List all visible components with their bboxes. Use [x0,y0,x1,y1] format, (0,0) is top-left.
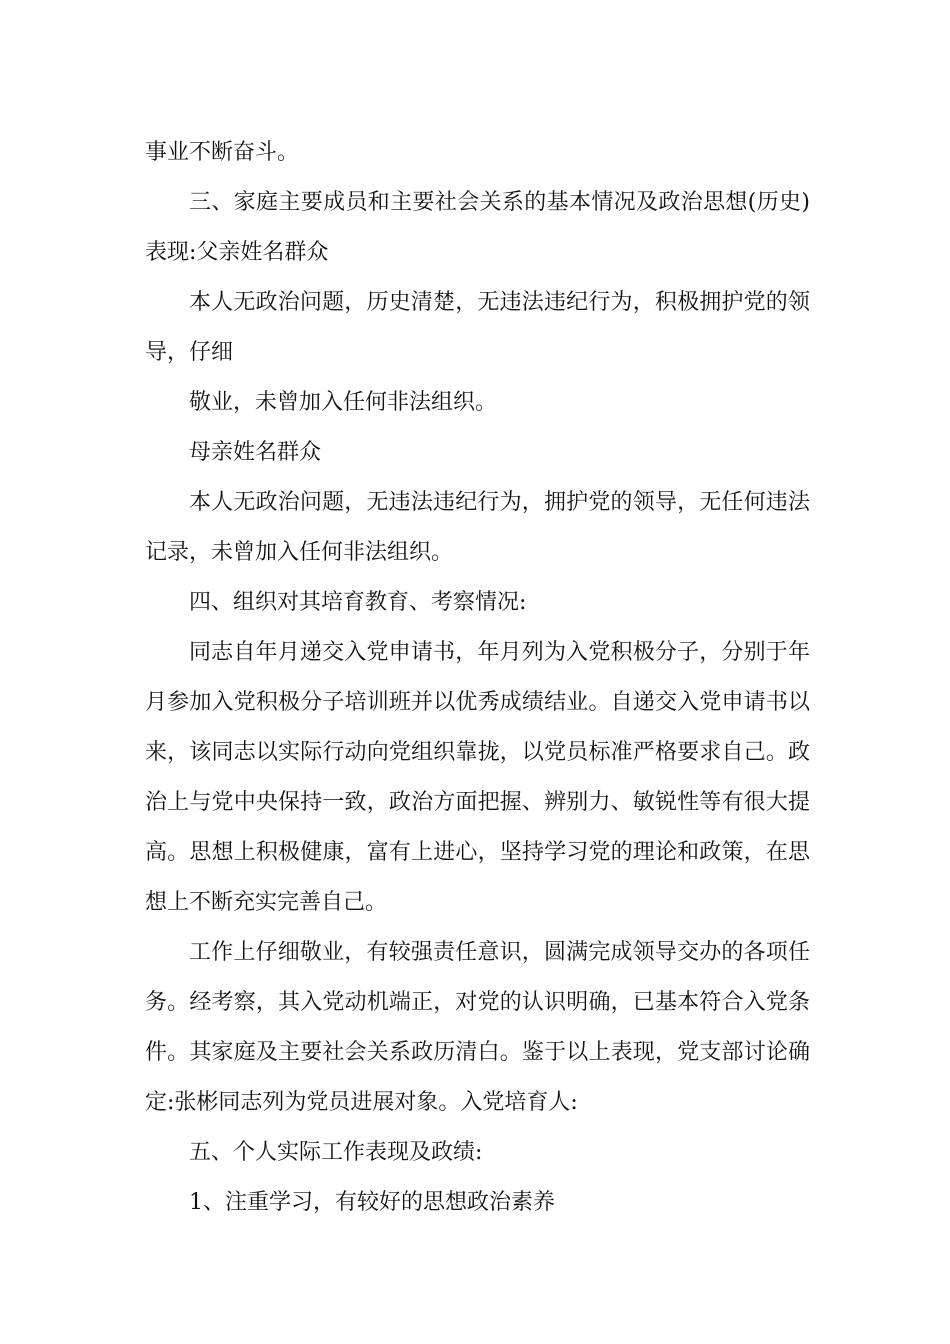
list-item-one: 1、注重学习，有较好的思想政治素养 [189,1190,555,1215]
mother-name-line: 母亲姓名群众 [189,440,322,465]
section-four-heading: 四、组织对其培育教育、考察情况: [189,590,527,615]
mother-statement: 本人无政治问题，无违法违纪行为，拥护党的领导，无任何违法记录，未曾加入任何非法组织。 [145,490,810,565]
father-statement: 本人无政治问题，历史清楚，无违法违纪行为，积极拥护党的领导，仔细 [145,290,810,365]
work-evaluation-paragraph: 工作上仔细敬业，有较强责任意识，圆满完成领导交办的各项任务。经考察，其入党动机端正，对党的认识明确，已基本符合入党条件。其家庭及主要社会关系政历清白。鉴于以上表现，党支部讨论确定:张彬同志列为党员进展对象。入党培育人: [145,940,810,1115]
section-three-heading: 三、家庭主要成员和主要社会关系的基本情况及政治思想(历史)表现:父亲姓名群众 [145,190,810,265]
education-evaluation-paragraph: 同志自年月递交入党申请书，年月列为入党积极分子，分别于年月参加入党积极分子培训班并以优秀成绩结业。自递交入党申请书以来，该同志以实际行动向党组织靠拢，以党员标准严格要求自己。政治上与党中央保持一致，政治方面把握、辨别力、敏锐性等有很大提高。思想上积极健康，富有上进心，坚持学习党的理论和政策，在思想上不断充实完善自己。 [145,640,810,915]
father-statement-continued: 敬业，未曾加入任何非法组织。 [189,390,498,415]
paragraph-continuation: 事业不断奋斗。 [145,140,300,165]
document-body [145,128,810,1228]
section-five-heading: 五、个人实际工作表现及政绩: [189,1140,483,1165]
